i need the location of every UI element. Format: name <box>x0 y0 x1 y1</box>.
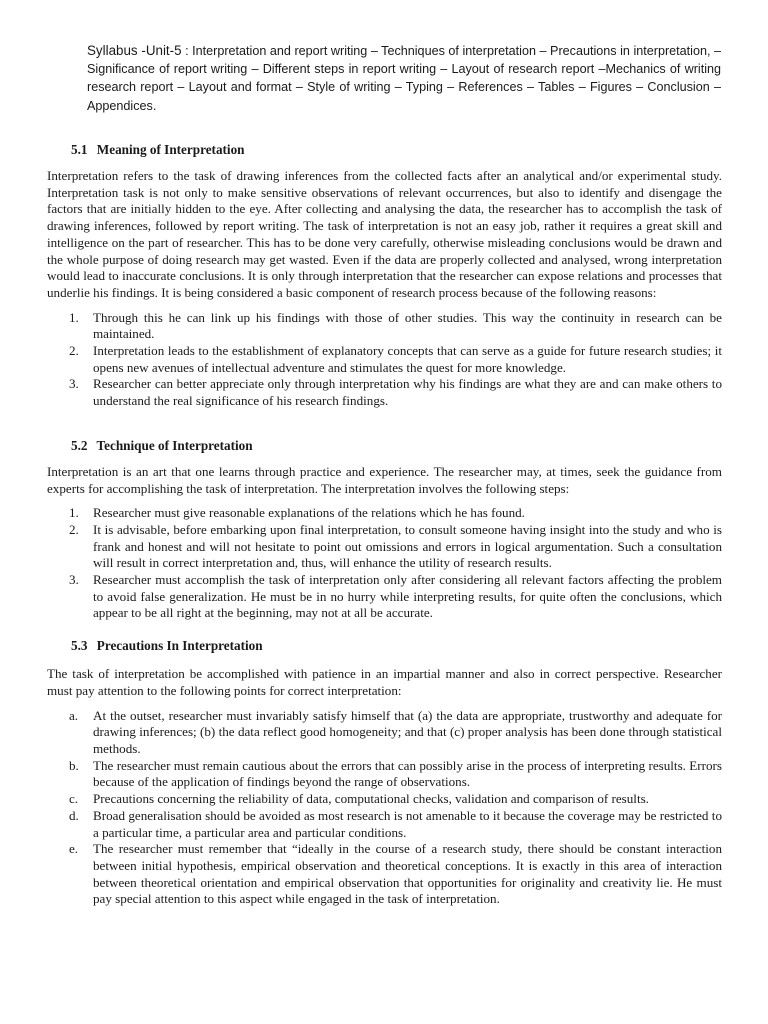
section-paragraph-5-2: Interpretation is an art that one learns through practice and experience. The researcher may, at times, seek the guidance from experts for accomplishing the task of interpretation. The interpretation involves the following steps: <box>47 463 722 496</box>
section-title: Meaning of Interpretation <box>96 142 245 157</box>
list-item-text: At the outset, researcher must invariably satisfy himself that (a) the data are appropriate, trustworthy and adequate for drawing inferences; (b) the data reflect good homogeneity; and that (c) proper analysis has been done through statistical methods. <box>93 707 722 756</box>
numbered-list-5-2 <box>47 505 722 622</box>
list-marker: e. <box>69 841 79 857</box>
list-item <box>47 758 722 791</box>
section-paragraph-5-3: The task of interpretation be accomplished with patience in an impartial manner and also in correct perspective. Researcher must pay attention to the following points for correct interpretation: <box>47 666 722 698</box>
syllabus-lead: Syllabus -Unit-5 <box>87 43 182 58</box>
section-number: 5.2 <box>71 437 88 453</box>
list-item-text: Broad generalisation should be avoided as most research is not amenable to it because the coverage may be restricted to a particular time, a particular area and particular conditions. <box>93 807 722 840</box>
list-item-text: The researcher must remember that “ideally in the course of a research study, there should be constant interaction between initial hypothesis, empirical observation and theoretical conceptions. It is exactly in this area of interaction between theoretical orientation and empirical observation that opportunities for originality and creativity lie. He must pay special attention to this aspect while engaged in the task of interpretation. <box>93 841 722 907</box>
list-marker: 1. <box>69 505 79 521</box>
list-item-text: Precautions concerning the reliability of data, computational checks, validation and comparison of results. <box>93 791 649 807</box>
list-item-text: Through this he can link up his findings with those of other studies. This way the continuity in research can be maintained. <box>93 309 722 342</box>
list-item <box>47 791 722 808</box>
list-item <box>47 708 722 758</box>
list-marker: a. <box>69 707 79 723</box>
list-marker: 3. <box>69 376 79 392</box>
list-marker: c. <box>69 791 79 807</box>
list-item <box>47 572 722 622</box>
list-item-text: Researcher must give reasonable explanations of the relations which he has found. <box>93 505 525 521</box>
section-title: Technique of Interpretation <box>96 437 253 453</box>
list-item <box>47 522 722 572</box>
syllabus-header <box>87 42 721 115</box>
lettered-list-5-3 <box>47 708 722 908</box>
list-marker: 1. <box>69 309 79 325</box>
section-heading-5-1 <box>47 140 722 160</box>
list-item <box>47 808 722 841</box>
list-item <box>47 343 722 376</box>
list-item-text: Interpretation leads to the establishment of explanatory concepts that can serve as a guide for future research studies; it opens new avenues of intellectual adventure and stimulates the quest for more knowledge. <box>93 343 722 375</box>
list-item <box>47 376 722 409</box>
list-marker: d. <box>69 807 79 823</box>
list-item-text: The researcher must remain cautious about the errors that can possibly arise in the process of interpreting results. Errors because of the application of findings beyond the range of observations. <box>93 757 722 790</box>
section-number: 5.1 <box>71 142 88 157</box>
list-item <box>47 841 722 908</box>
list-marker: 2. <box>69 343 79 359</box>
list-marker: b. <box>69 757 79 773</box>
list-item-text: Researcher can better appreciate only through interpretation why his findings are what they are and can make others to understand the real significance of his research findings. <box>93 376 722 409</box>
section-number: 5.3 <box>71 638 88 654</box>
list-item <box>47 310 722 343</box>
section-heading-5-3 <box>47 636 722 656</box>
syllabus-text: Interpretation and report writing – Techniques of interpretation – Precautions in interpretation, – Significance of report writing – Different steps in report writing – Layout of research report –Mechanics of writing research report – Layout and format – Style of writing – Typing – References – Tables – Figures – Conclusion – Appendices. <box>87 44 722 113</box>
section-heading-5-2 <box>47 436 722 456</box>
list-item-text: It is advisable, before embarking upon final interpretation, to consult someone having insight into the study and who is frank and honest and will not hesitate to point out omissions and errors in logical argumentation. Such a consultation will result in correct interpretation and, thus, will enhance the utility of research results. <box>93 521 722 571</box>
numbered-list-5-1 <box>47 310 722 410</box>
list-item <box>47 505 722 522</box>
document-body <box>47 140 722 908</box>
list-item-text: Researcher must accomplish the task of interpretation only after considering all relevant factors affecting the problem to avoid false generalization. He must be in no hurry while interpreting results, for quite often the conclusions, which appear to be all right at the beginning, may not at all be accurate. <box>93 572 722 621</box>
section-title: Precautions In Interpretation <box>96 638 263 654</box>
section-paragraph-5-1: Interpretation refers to the task of drawing inferences from the collected facts after an analytical and/or experimental study. Interpretation task is not only to make sensitive observations of relevant occurrences, but also to identify and disengage the factors that are initially hidden to the eye. After collecting and analysing the data, the researcher has to accomplish the task of drawing inferences, followed by report writing. The task of interpretation is not an easy job, rather it requires a great skill and intelligence on the part of researcher. This has to be done very carefully, otherwise misleading conclusions would be drawn and the whole purpose of doing research may get wasted. Even if the data are properly collected and analysed, wrong interpretation would lead to inaccurate conclusions. It is only through interpretation that the researcher can expose relations and processes that underlie his findings. It is being considered a basic component of research process because of the following reasons: <box>47 168 722 300</box>
list-marker: 2. <box>69 521 79 537</box>
list-marker: 3. <box>69 572 79 588</box>
syllabus-separator: : <box>181 44 193 58</box>
